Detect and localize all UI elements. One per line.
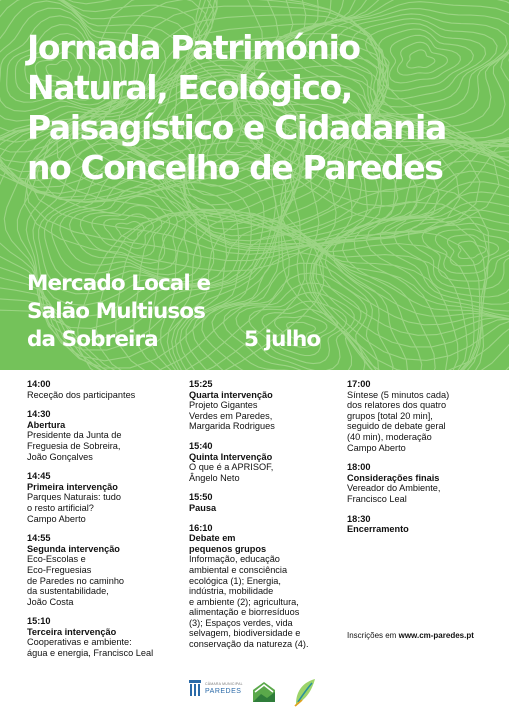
program-item (27, 379, 187, 400)
program-time: 17:00 (347, 379, 371, 389)
program-description: ambiental e consciência (189, 564, 288, 575)
program-time: 15:25 (189, 379, 213, 389)
program-description: Eco-Escolas e (27, 554, 86, 565)
event-date: 5 julho (244, 327, 321, 352)
program-time: 15:40 (189, 440, 213, 451)
program-item (347, 379, 497, 453)
program-heading: Quinta Intervenção (189, 451, 273, 462)
program-description: (40 min), moderação (347, 431, 432, 442)
green-house-logo-icon (251, 680, 277, 704)
program-heading: pequenos grupos (189, 543, 267, 554)
program-heading: Pausa (189, 502, 217, 513)
registration-label: Inscrições em (347, 631, 397, 640)
program-description: Eco-Freguesias (27, 564, 92, 575)
program-description: Francisco Leal (347, 493, 407, 504)
program-column-3 (347, 379, 497, 544)
registration-link[interactable]: www.cm-paredes.pt (398, 631, 474, 640)
program-time: 14:00 (27, 379, 51, 389)
program-description: Verdes em Paredes, (189, 410, 273, 421)
program-time: 16:10 (189, 522, 213, 533)
title-line: no Concelho de Paredes (27, 148, 443, 187)
program-column-1 (27, 379, 187, 668)
event-title (27, 28, 497, 188)
program-item (347, 462, 497, 504)
program-description: ecológica (1); Energia, (189, 575, 281, 586)
program-description: seguido de debate geral (347, 421, 446, 432)
program-description: Parques Naturais: tudo (27, 492, 121, 503)
program-description: Margarida Rodrigues (189, 421, 275, 432)
program-heading: Abertura (27, 419, 66, 430)
program-description: Informação, educação (189, 554, 280, 565)
program-heading: Primeira intervenção (27, 481, 118, 492)
program-description: João Gonçalves (27, 451, 93, 462)
program-time: 18:30 (347, 513, 371, 524)
program-item (189, 492, 339, 513)
program-description: selvagem, biodiversidade e (189, 628, 301, 639)
program-item (189, 523, 339, 650)
leaf-logo (292, 676, 318, 713)
registration-info (347, 631, 474, 640)
program-time: 14:55 (27, 533, 51, 544)
program-time: 15:10 (27, 616, 51, 627)
program-description: alimentação e biorresíduos (189, 607, 300, 618)
program-item (27, 616, 187, 658)
paredes-logo-label: PAREDES (205, 688, 242, 695)
title-line: Jornada Património (27, 28, 360, 67)
program-description: Síntese (5 minutos cada) (347, 389, 450, 400)
program-heading: Debate em (189, 533, 236, 544)
program-item (27, 533, 187, 607)
program-description: Presidente da Junta de (27, 430, 122, 441)
program-description: indústria, mobilidade (189, 586, 274, 597)
program-item (347, 514, 497, 535)
title-line: Natural, Ecológico, (27, 68, 352, 107)
program-heading: Terceira intervenção (27, 626, 117, 637)
program-description: Ângelo Neto (189, 472, 240, 483)
program-description: Receção dos participantes (27, 389, 136, 400)
program-item (189, 379, 339, 432)
program-time: 14:45 (27, 471, 51, 482)
program-time: 14:30 (27, 409, 51, 420)
title-line: Paisagístico e Cidadania (27, 108, 446, 147)
program-item (27, 471, 187, 524)
program-description: O que é a APRISOF, (189, 462, 274, 473)
program-heading: Segunda intervenção (27, 543, 120, 554)
program-description: Projeto Gigantes (189, 400, 258, 411)
program-item (27, 409, 187, 462)
program-description: Cooperativas e ambiente: (27, 637, 132, 648)
sponsor-logos (0, 676, 509, 712)
program-heading: Considerações finais (347, 472, 440, 483)
program-description: Freguesia de Sobreira, (27, 440, 121, 451)
program-description: João Costa (27, 596, 74, 607)
paredes-logo-subtitle: CÂMARA MUNICIPAL (205, 682, 243, 686)
program-description: dos relatores dos quatro (347, 400, 447, 411)
leaf-logo-icon (292, 676, 318, 708)
paredes-logo (188, 678, 243, 698)
program-description: e ambiente (2); agricultura, (189, 596, 299, 607)
program-description: Campo Aberto (347, 442, 406, 453)
program-heading: Quarta intervenção (189, 389, 273, 400)
venue-line: Salão Multiusos (27, 299, 206, 324)
venue-line: da Sobreira (27, 327, 158, 352)
program-description: conservação da natureza (4). (189, 639, 309, 650)
program-time: 18:00 (347, 462, 371, 473)
program-description: o resto artificial? (27, 502, 94, 513)
program-heading: Encerramento (347, 524, 409, 535)
event-venue (27, 270, 210, 354)
program-description: Vereador do Ambiente, (347, 483, 441, 494)
program-description: da sustentabilidade, (27, 586, 109, 597)
green-house-logo (251, 680, 277, 709)
program-item (189, 441, 339, 483)
program-description: grupos [total 20 min], (347, 410, 433, 421)
program-description: água e energia, Francisco Leal (27, 648, 154, 659)
program-description: Campo Aberto (27, 513, 86, 524)
program-description: (3); Espaços verdes, vida (189, 617, 293, 628)
program-description: de Paredes no caminho (27, 575, 125, 586)
program-time: 15:50 (189, 492, 213, 503)
paredes-logo-icon (188, 678, 202, 698)
program-column-2 (189, 379, 339, 659)
venue-line: Mercado Local e (27, 271, 211, 296)
